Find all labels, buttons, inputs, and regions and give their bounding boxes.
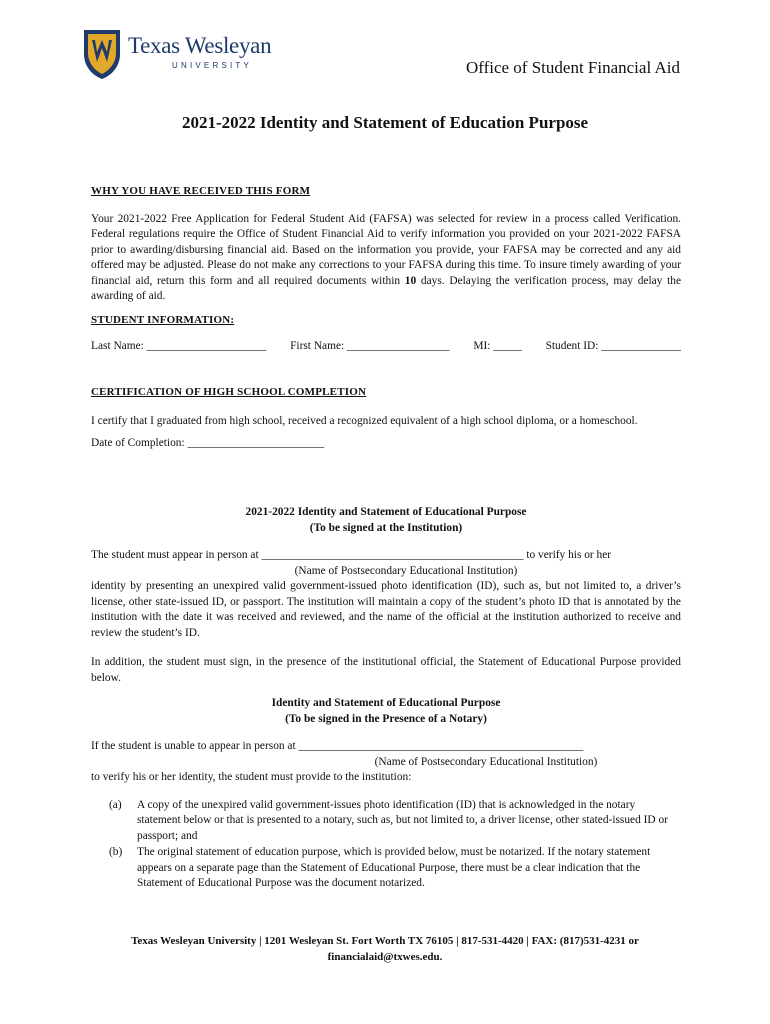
notary-institution-caption: (Name of Postsecondary Educational Institution) [374, 755, 598, 768]
notary-list [91, 798, 681, 892]
logo-subtitle: UNIVERSITY [172, 61, 253, 70]
notary-intro: to verify his or her identity, the student must provide to the institution: [91, 771, 412, 783]
logo-name: Texas Wesleyan [128, 33, 272, 58]
certification-body: I certify that I graduated from high school, received a recognized equivalent of a high school diploma, or a homeschool. [91, 414, 638, 427]
date-of-completion-field[interactable]: Date of Completion: ________________________ [91, 436, 325, 449]
institution-body: identity by presenting an unexpired valid government-issued photo identification (ID), such as, but not limited to, a driver’s license, other state-issued ID, or passport. The institution will maintain a copy of the student’s photo ID that is annotated by the institution with the date it was received and reviewed, and the name of the official at the institution authorized to receive and review the student’s ID. [91, 580, 681, 639]
mi-field[interactable]: MI: _____ [473, 339, 522, 352]
institution-section [91, 505, 681, 686]
list-item-label: (a) [109, 798, 122, 811]
notary-subtitle: (To be signed in the Presence of a Notary) [285, 712, 487, 725]
list-item-text: The original statement of education purpose, which is provided below, must be notarized. If the notary statement appears on a separate page than the Statement of Educational Purpose, there must be a clear indication that the Statement of Educational Purpose was the document notarized. [137, 846, 651, 889]
list-item [91, 845, 681, 892]
notary-institution-line[interactable]: If the student is unable to appear in person at __________________________________________________ [91, 740, 584, 752]
institution-subtitle: (To be signed at the Institution) [309, 521, 463, 534]
student-info-section [91, 313, 681, 354]
list-item [91, 798, 681, 845]
why-heading: WHY YOU HAVE RECEIVED THIS FORM [91, 185, 311, 197]
last-name-field[interactable]: Last Name: _____________________ [91, 339, 267, 352]
first-name-field[interactable]: First Name: __________________ [290, 339, 450, 352]
student-id-field[interactable]: Student ID: ______________ [545, 339, 681, 352]
why-body: Your 2021-2022 Free Application for Federal Student Aid (FAFSA) was selected for review in a process called Verification. Federal regulations require the Office of Student Financial Aid to verify information you provided on your 2021-2022 FAFSA prior to awarding/disbursing financial aid. Based on the information you provide, your FAFSA may be corrected and any aid offered may be adjusted. Please do not make any corrections to your FAFSA during this time. To insure timely awarding of your financial aid, return this form and all required documents within 10 days. Delaying the verification process, may delay the awarding of aid. [91, 212, 681, 302]
why-section [91, 184, 681, 305]
footer-address: Texas Wesleyan University | 1201 Wesleyan St. Fort Worth TX 76105 | 817-531-4420 | FAX: (817)531-4231 or [131, 935, 639, 947]
page-footer [120, 933, 650, 965]
student-info-fields [91, 339, 681, 355]
certification-section [91, 385, 681, 451]
page-title: 2021-2022 Identity and Statement of Education Purpose [181, 113, 589, 132]
notary-section [91, 696, 681, 892]
shield-icon [82, 28, 122, 80]
certification-heading: CERTIFICATION OF HIGH SCHOOL COMPLETION [91, 386, 367, 398]
student-info-heading: STUDENT INFORMATION: [91, 314, 235, 326]
university-logo [82, 28, 271, 84]
list-item-label: (b) [109, 846, 123, 858]
institution-title: 2021-2022 Identity and Statement of Educational Purpose [245, 506, 527, 518]
footer-email[interactable]: financialaid@txwes.edu. [327, 951, 443, 963]
institution-name-line[interactable]: The student must appear in person at ______________________________________________ to verify his or her [91, 549, 612, 561]
institution-addition: In addition, the student must sign, in the presence of the institutional official, the Statement of Educational Purpose provided below. [91, 656, 681, 684]
notary-title: Identity and Statement of Educational Purpose [271, 697, 501, 709]
institution-name-caption: (Name of Postsecondary Educational Institution) [294, 564, 518, 577]
office-title: Office of Student Financial Aid [465, 58, 680, 77]
list-item-text: A copy of the unexpired valid government-issues photo identification (ID) that is acknowledged in the notary statement below or that is presented to a notary, such as, but not limited to, a driver license, other stated-issued ID or passport; and [137, 798, 668, 842]
